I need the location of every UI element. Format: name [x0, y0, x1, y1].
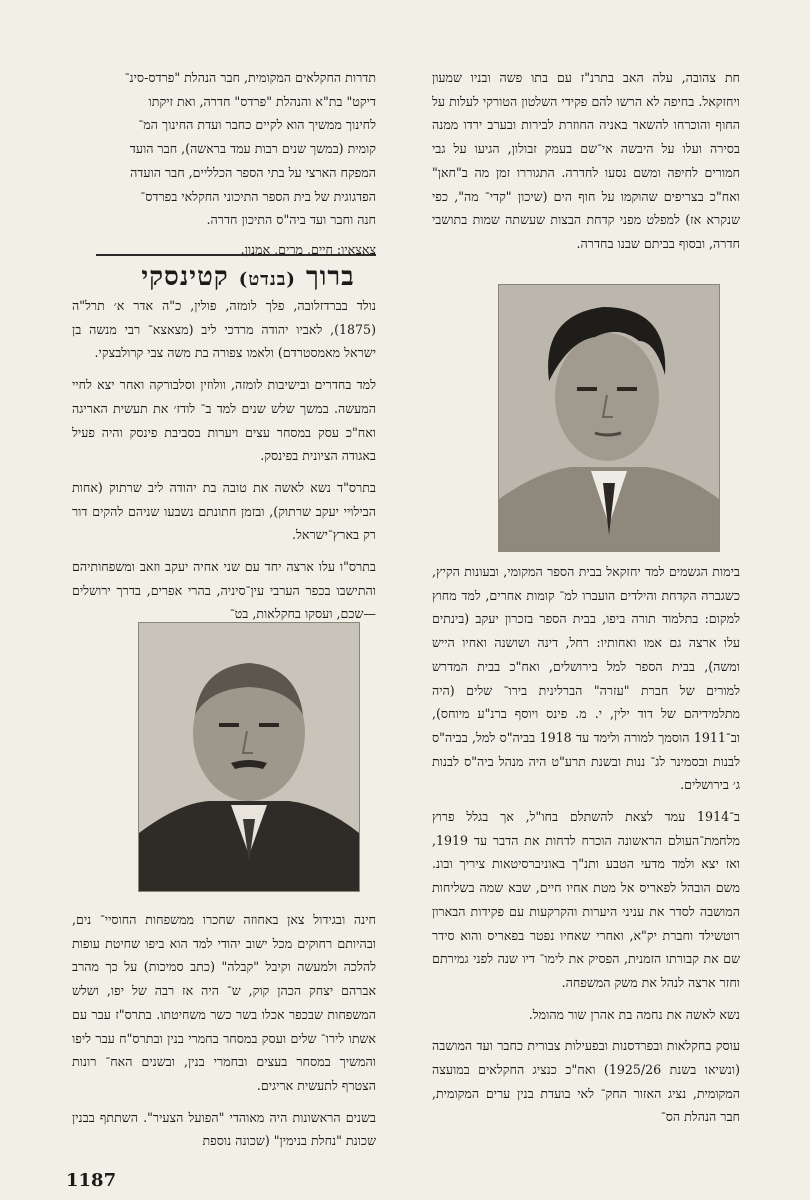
right-column-intro: [432, 66, 740, 264]
intro-line: לחינוך ממשיך הוא לקיים כחבר ועדת החינוך המ־: [138, 117, 376, 133]
page-number: 1187: [66, 1170, 117, 1191]
portrait-image: [499, 285, 719, 551]
bio-paragraph: בימות הגשמים למד יחזקאל בבית הספר המקומי, ובעונות הקיץ, כשגברה הקדחת והילדים הועברו למ־ קומות אחרים, למד מחוץ למקום: בתלמוד תורה ביפו, בבית הספר בזכרון יעקב (בינתים עלו ארצה גם אמו ואחותיו: רחל, דינה ושושנה ואחיו הייש ומשה), בבית הספר למל בירושלים, ואח"כ בבית המדרש למורים של חברת "עזרה" הברלינית בירו־ שלים (היה מתלמידיהם של דוד ילין, י. מ. פינס ויוסף ברנ"ע מיוחס), וב־1911 הוסמך למורה ולימד עד 1918 בביה"ס למל, בביה"ס לבנות ובסמינר לג־ ננות ובשנת תרע"ט היה מנהל ביה"ס לבנות ג׳ בירושלים.: [432, 564, 740, 793]
bio-paragraph: בתרס"ד נשא לאשה את טובה בת יהודה ליב שרתוק (אחות הבילויי יעקב שרתוק), ובזמן חתונתם נשבעו שניהם להקים דור רק בארץ־ישראל.: [72, 479, 376, 543]
heading-last-name: קטינסקי: [141, 262, 229, 292]
portrait-photo-yehezkel: [498, 284, 720, 552]
bio-paragraph: ב־1914 עמד לצאת להשתלם בחו"ל, אך בגלל פרוץ מלחמת־העולם הראשונה הוכרח לדחות את הדבר עד 1919, ואז יצא ולמד מדעי הטבע ותנ"ך באוניברסיטאות ציריך ובונ. משם הובהל לפאריס אל מטת אחיו חיים, שבא שמה בשליחות המושבה לסדר את עניני היערות והקרקעות עם פקידות הבארון רוטשילד וחברת יק"א, ואחרי שאחיו נפטר בפאריס והוא סידר שם את קבורתו הזמנית, הפסיק את לימו־ דיו שנה לפני גמירתם וחזר ארצה לנהל את משק המשפחה.: [432, 809, 740, 990]
heading-first-name: ברוך: [305, 262, 355, 292]
bio-paragraph: למד בחדרים ובישיבות לומזה, וולוזין וסלבורקה ואחר יצא לחיי המעשה. במשך שלש שנים למד ב־ לודז׳ את תעשית האריגה ואח"כ עסק במסחר עצים ויערות בסביבת פינסק והיה פעיל באגודה הציונית בפינסק.: [72, 377, 376, 464]
left-column-lower: [72, 908, 376, 1161]
left-column-bio: [72, 294, 376, 634]
right-column-lower: [432, 560, 740, 1137]
bio-paragraph: עוסק בחקלאות ובפרדסנות ובפעילות צבורית כחבר ועד המושבה (ונשיאו בשנת 1925/26) ואח"כ כנציג החקלאים במועצה המקומית, נציג האזור החק־ לאי בועדת בנין ערים המקומית, חבר הנהלת הס־: [432, 1038, 740, 1125]
bio-paragraph: חת צהובה, עלה האב בתרנ"ז עם בתו פשה ובניו שמעון ויחזקאל. בחיפה לא הרשו להם פקידי השלטון הטורקי לעלות על החוף והוכרחו להשאר באניה החוזרת לבירות ובערב ירדו ממנה בסירה ועלו על היבשה אי־שם בעמק זבולון, הגיעו על גבי חמורים לחיפה ומשם נסעו לחדרה. התגוררו זמן מה ב"חאן" ואח"כ בצריפים שהוקמו על חוף הים (שיכון "קדי־ מה", כפי שנקרא אז) למפלט מפני קדחת הבצות שעשתה שמות בתושבי חדרה, ובסוף בביתם שבנו בחדרה.: [432, 70, 740, 251]
descendants-line: צאצאיו: חיים, מרים, אמנון.: [240, 241, 376, 257]
bio-paragraph: בשנים הראשונות היה מאוהדי "הפועל הצעיר". השתתף בבנין שכונת "נחלת בנימין" (שכונה נוספת: [72, 1109, 376, 1149]
bio-paragraph: חינה ובגידול צאן באחוזה שחכרו ממשפחות החוסיי־ נים, ובהיותם רחוקים מכל ישוב יהודי למד הוא ביפו שחיטת עופות להלכה ולמעשה וקיבל "קבלה" (כתב סמיכות) על כך מהרב אברהם יצחק הכהן קוק, ש־ היה אז רבה של יפו, ושלש המשפחות שבכפר אכלו בשר כשר משחיטתו. בתרס"ז עבר עם אשתו לירו־ שלים ועסק במסחר בחמרי בנין ובתרס"ח עבר ליפו והמשיך במסחר בעצים ובחמרי בנין, ובשנים האח־ רונות הצטרף לתעשית אריגים.: [72, 912, 376, 1093]
intro-line: המפקח הארצי על בתי הספר הכלליים, חבר הועדה: [130, 164, 376, 180]
section-divider: [96, 254, 376, 256]
intro-line: קומית (במשך שנים רבות עמד בראשה), חבר הועד: [129, 141, 376, 157]
portrait-photo-baruch: [138, 622, 360, 892]
portrait-image: [139, 623, 359, 891]
left-column-intro: [72, 66, 376, 270]
bio-paragraph: נולד בברדזלובה, פלך לומזה, פולין, כ"ה אדר א׳ תרל"ה (1875), לאביו יהודה מרדכי ליב (מצאצא־ רבי מנשה בן ישראל מאמסטרדם) ולאמו צפורה בת משה צבי קרולבצקי.: [72, 298, 376, 361]
bio-paragraph: נשא לאשה את נחמה בת אהרן שור מהומל.: [528, 1006, 740, 1022]
intro-line: תדרות החקלאים המקומית, חבר הנהלת "פרדס-סינ־: [124, 70, 376, 85]
intro-line: חנה וחבר ועד ביה"ס התיכון חדרה.: [206, 212, 376, 228]
intro-line: דיקט" בת"א והנהלת "פרדס" חדרה, ואת זיקתו: [148, 93, 376, 109]
heading-paren-name: (בנדט): [238, 269, 296, 290]
intro-line: הפדגוגית של בית הספר התיכוני החקלאי בפרדס־: [140, 188, 376, 204]
bio-paragraph: בתרס"ו עלו ארצה יחד עם שני אחיה יעקב וזאב ומשפחותיהם והתישבו בכפר הערבי עין־סיניה, בהרי אפרים, בדרך ירושלים—שכם, ועסקו בחקלאות, בט־: [72, 559, 376, 622]
section-heading: [118, 262, 378, 292]
